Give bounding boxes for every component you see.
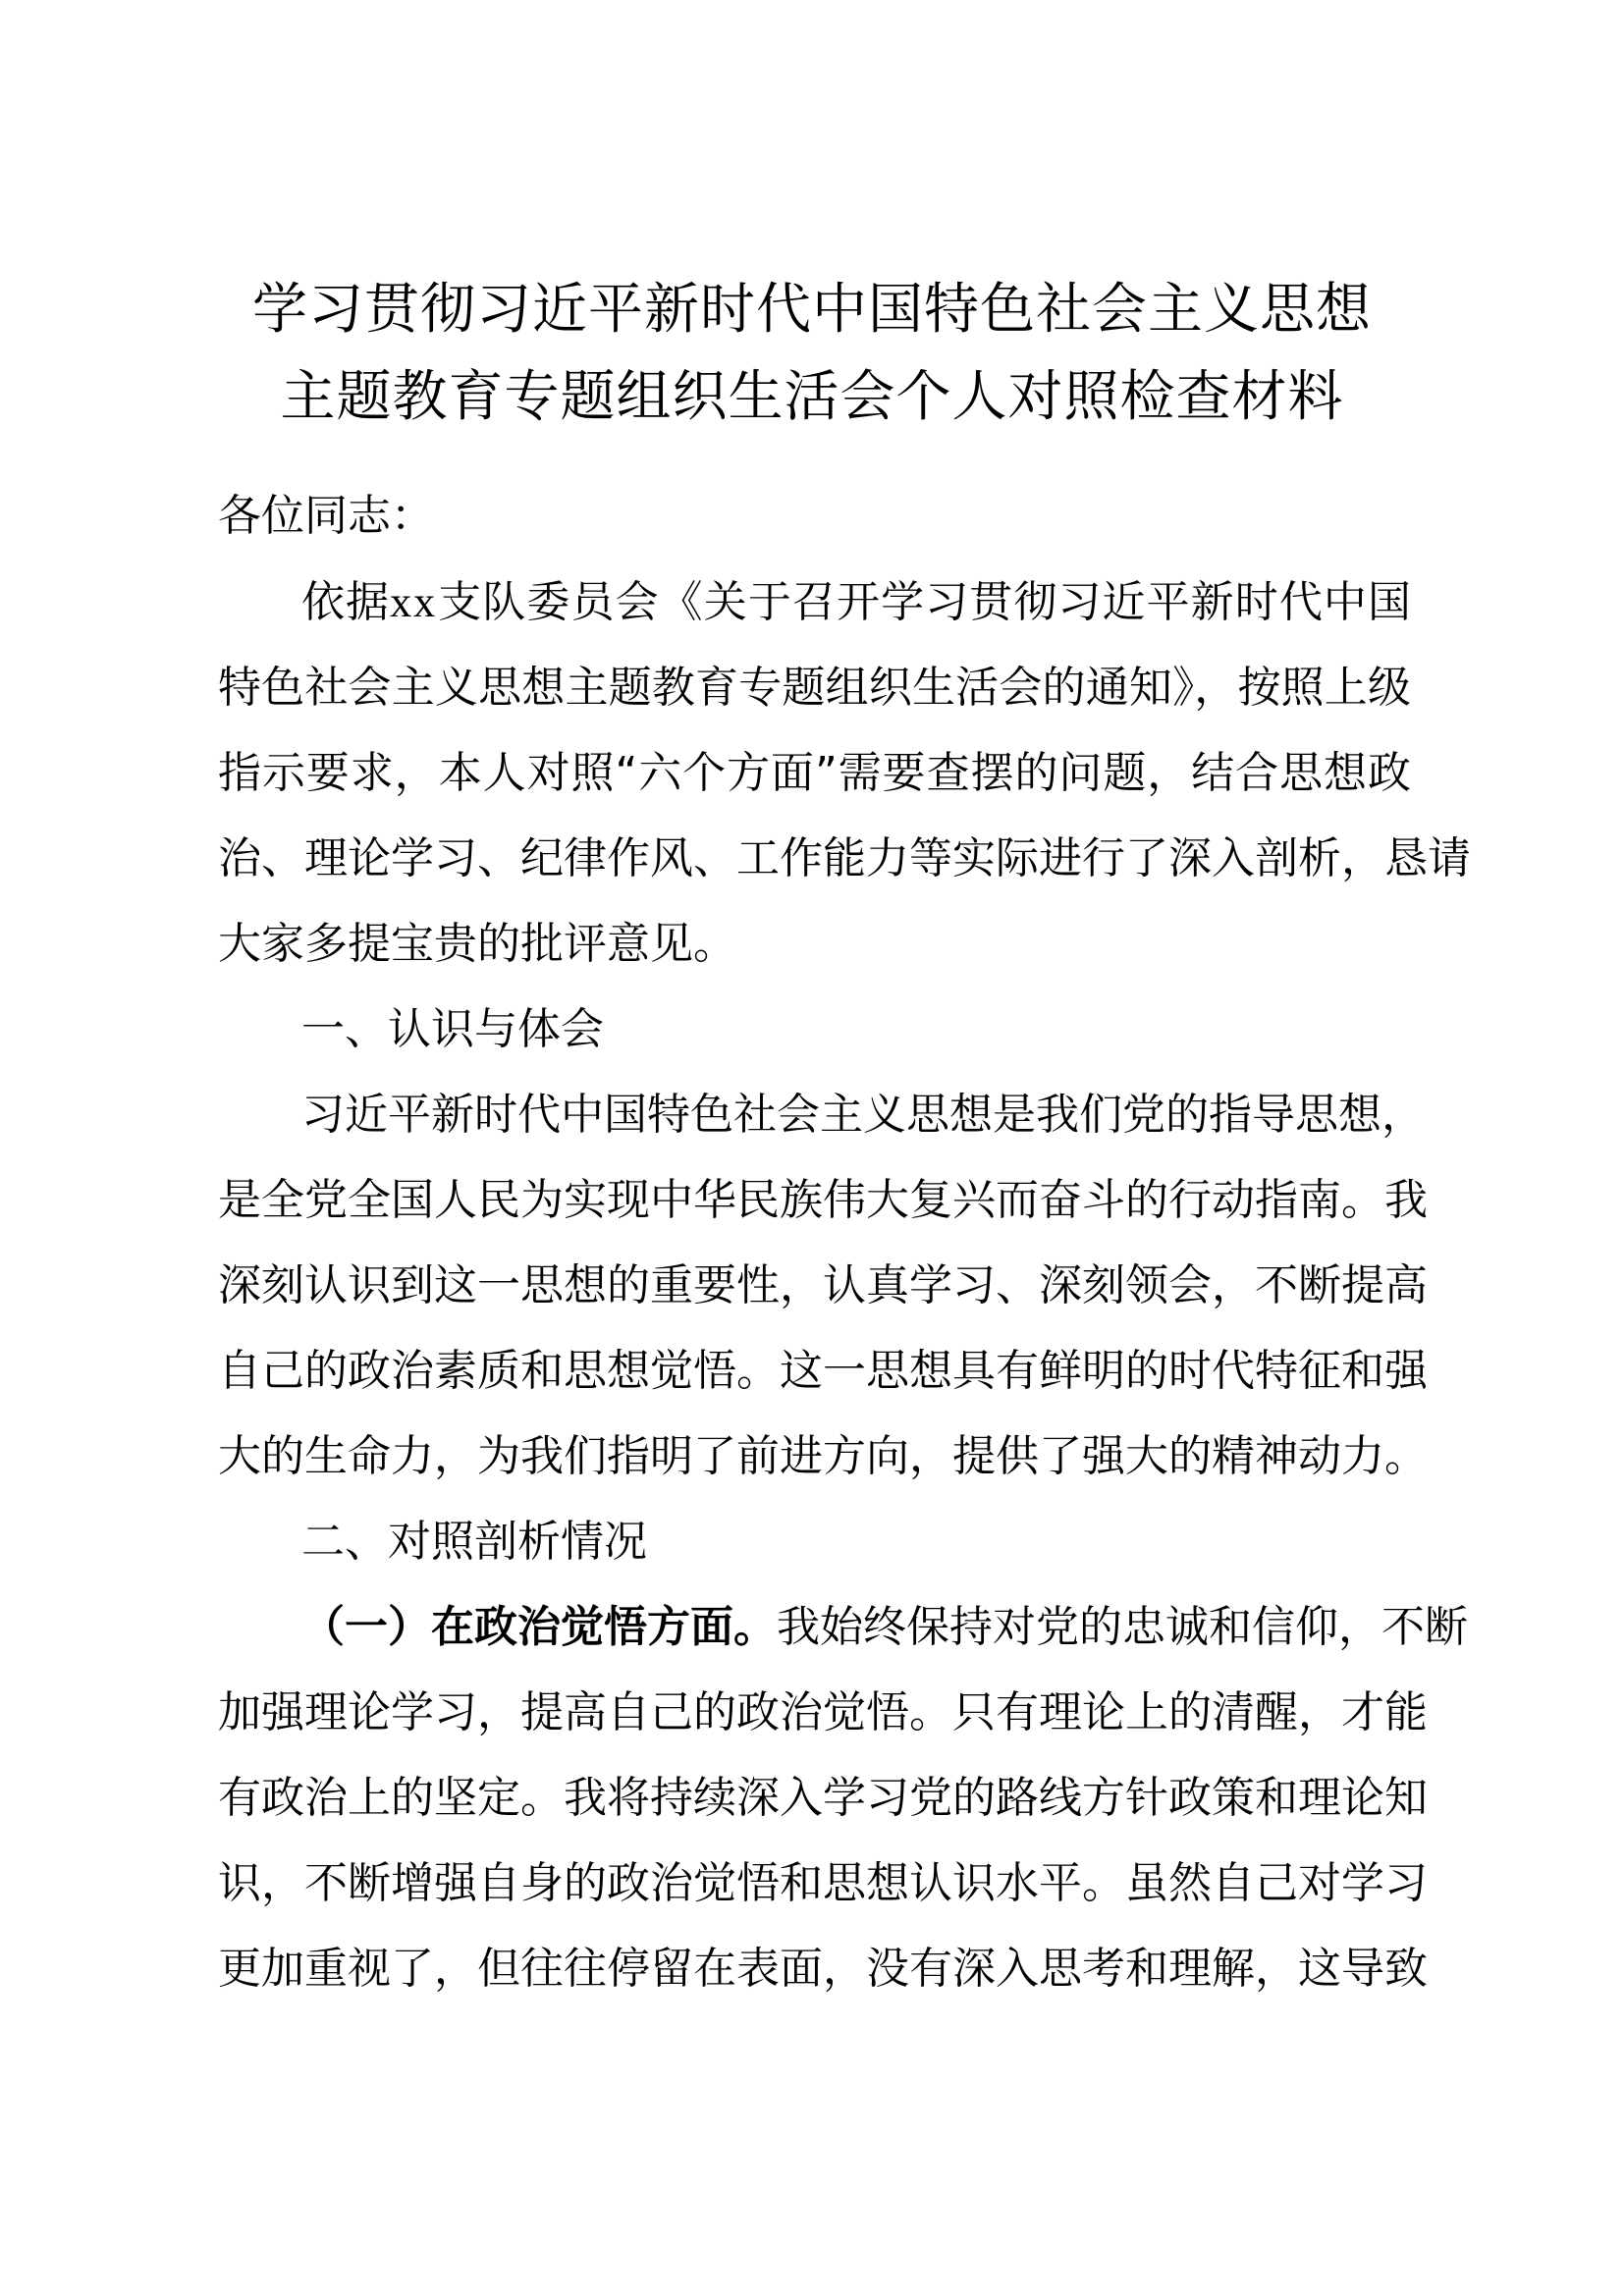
- intro-line-1-end: 支队委员会《关于召开学习贯彻习近平新时代中国: [437, 577, 1412, 627]
- document-title-line-1: 学习贯彻习近平新时代中国特色社会主义思想: [252, 278, 1372, 342]
- section-1-heading: 一、认识与体会: [301, 1004, 604, 1054]
- section-2-line-4: 识，不断增强自身的政治觉悟和思想认识水平。虽然自己对学习: [218, 1858, 1428, 1908]
- section-1-line-4: 自己的政治素质和思想觉悟。这一思想具有鲜明的时代特征和强: [218, 1346, 1428, 1396]
- section-1-line-3: 深刻认识到这一思想的重要性，认真学习、深刻领会，不断提高: [218, 1260, 1428, 1310]
- section-2-line-1: [301, 1598, 1468, 1657]
- section-2-line-2: 加强理论学习，提高自己的政治觉悟。只有理论上的清醒，才能: [218, 1687, 1428, 1737]
- section-2-line-1-text: 我始终保持对党的忠诚和信仰，不断: [777, 1602, 1468, 1652]
- intro-line-2: 特色社会主义思想主题教育专题组织生活会的通知》，按照上级: [218, 663, 1411, 713]
- section-2-line-3: 有政治上的坚定。我将持续深入学习党的路线方针政策和理论知: [218, 1773, 1428, 1823]
- intro-unit-placeholder: xx: [390, 578, 438, 626]
- intro-line-1-start: 依据: [301, 577, 391, 627]
- intro-line-3: 指示要求，本人对照“六个方面”需要查摆的问题，结合思想政: [218, 748, 1411, 798]
- section-1-line-2: 是全党全国人民为实现中华民族伟大复兴而奋斗的行动指南。我: [218, 1175, 1428, 1225]
- subsection-political-awareness-title: （一）在政治觉悟方面。: [301, 1602, 777, 1652]
- section-2-line-5: 更加重视了，但往往停留在表面，没有深入思考和理解，这导致: [218, 1944, 1428, 1994]
- salutation: 各位同志：: [218, 491, 434, 541]
- intro-line-1: [301, 573, 1411, 632]
- section-2-heading: 二、对照剖析情况: [301, 1517, 647, 1567]
- section-1-line-1: 习近平新时代中国特色社会主义思想是我们党的指导思想，: [301, 1090, 1425, 1140]
- section-1-line-5: 大的生命力，为我们指明了前进方向，提供了强大的精神动力。: [218, 1431, 1428, 1481]
- intro-line-4: 治、理论学习、纪律作风、工作能力等实际进行了深入剖析，恳请: [218, 833, 1471, 883]
- document-title-line-2: 主题教育专题组织生活会个人对照检查材料: [280, 365, 1344, 429]
- intro-line-5: 大家多提宝贵的批评意见。: [218, 919, 736, 969]
